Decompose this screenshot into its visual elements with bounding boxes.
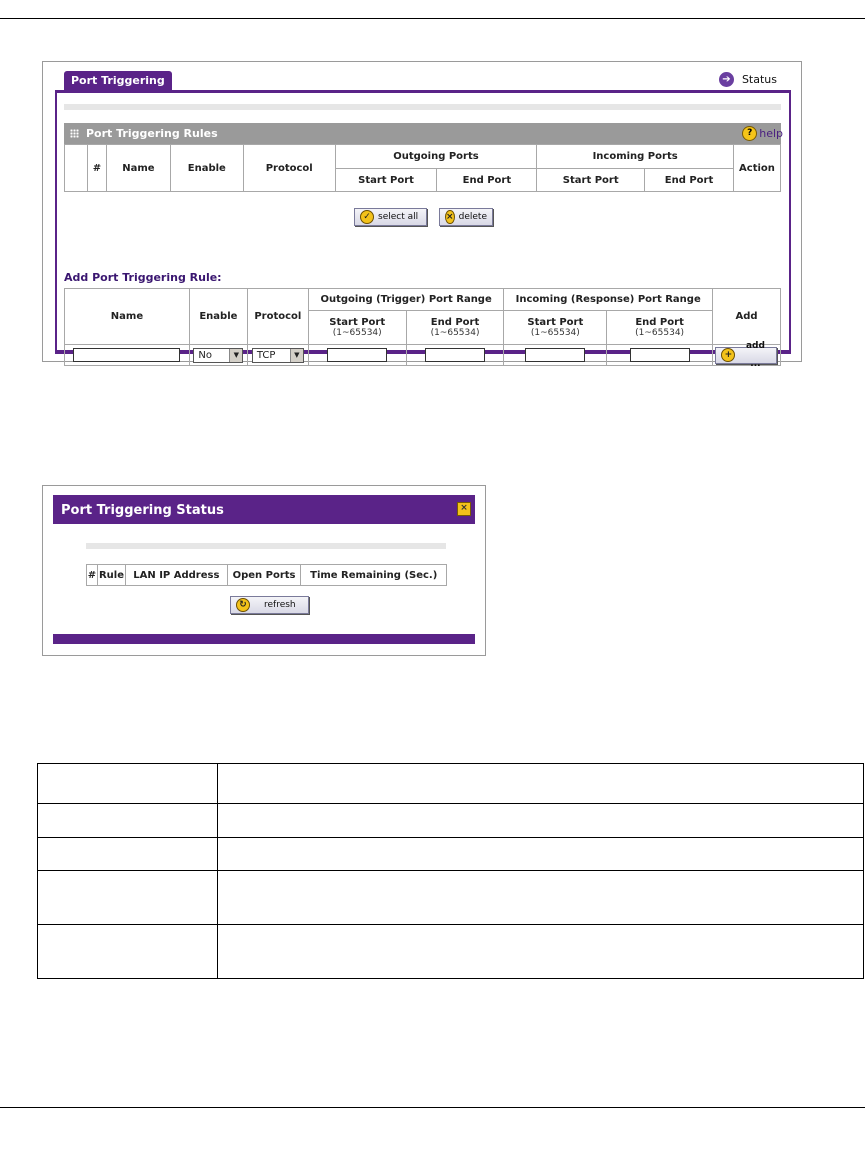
rules-col-outgoing: Outgoing Ports <box>335 145 537 169</box>
doc-header-right <box>218 764 864 804</box>
grip-icon <box>70 129 79 138</box>
doc-cell <box>38 871 218 925</box>
in-end-cell <box>607 345 713 366</box>
port-triggering-frame <box>55 90 791 369</box>
check-circle-icon: ✓ <box>360 210 374 224</box>
port-triggering-status-screenshot <box>42 485 486 656</box>
enable-select[interactable] <box>193 348 243 363</box>
rules-in-end: End Port <box>645 169 734 192</box>
outgoing-start-port-input[interactable] <box>327 348 387 362</box>
status-col-num: # <box>87 565 98 586</box>
status-link-label: Status <box>741 73 777 86</box>
outgoing-end-port-input[interactable] <box>425 348 485 362</box>
status-window-title-text: Port Triggering Status <box>61 503 224 518</box>
field-description-table <box>37 763 864 979</box>
help-label: help <box>759 127 783 140</box>
add-in-start-label: Start Port <box>527 317 584 328</box>
add-col-outgoing: Outgoing (Trigger) Port Range <box>308 289 504 311</box>
status-window-footer-bar <box>53 634 475 644</box>
doc-header-left <box>38 764 218 804</box>
add-col-enable: Enable <box>189 289 247 345</box>
status-message-bar <box>86 543 446 549</box>
status-col-lan-ip: LAN IP Address <box>125 565 227 586</box>
status-col-rule: Rule <box>97 565 125 586</box>
chevron-down-icon: ▼ <box>229 349 242 362</box>
rules-section-title: Port Triggering Rules <box>86 127 218 140</box>
add-out-end-header <box>406 311 504 345</box>
name-cell <box>65 345 190 366</box>
in-start-cell <box>504 345 607 366</box>
port-triggering-screenshot <box>42 61 802 369</box>
add-in-end-label: End Port <box>635 317 684 328</box>
add-out-end-label: End Port <box>430 317 480 328</box>
doc-cell <box>38 804 218 838</box>
rules-col-protocol: Protocol <box>243 145 335 192</box>
tab-port-triggering[interactable]: Port Triggering <box>64 71 172 91</box>
add-in-end-range: (1~65534) <box>635 328 685 338</box>
add-rule-title: Add Port Triggering Rule: <box>64 271 222 284</box>
select-all-button[interactable] <box>354 208 427 226</box>
add-col-add: Add <box>712 289 780 345</box>
doc-cell <box>218 804 864 838</box>
rules-col-num: # <box>87 145 106 192</box>
enable-select-value: No <box>198 349 212 361</box>
add-out-start-header <box>308 311 406 345</box>
help-question-icon: ? <box>742 126 757 141</box>
add-out-start-range: (1~65534) <box>332 328 382 338</box>
doc-cell <box>38 838 218 871</box>
doc-cell <box>38 925 218 979</box>
rules-col-name: Name <box>106 145 170 192</box>
status-col-time-remaining: Time Remaining (Sec.) <box>301 565 447 586</box>
add-button-label: add ... <box>745 341 765 369</box>
rules-select-col <box>65 145 88 192</box>
x-circle-icon: × <box>446 212 454 222</box>
add-out-end-range: (1~65534) <box>430 328 480 338</box>
add-button[interactable] <box>715 341 777 369</box>
rules-col-enable: Enable <box>170 145 243 192</box>
incoming-start-port-input[interactable] <box>525 348 585 362</box>
out-start-cell <box>308 345 406 366</box>
delete-label: delete <box>458 212 487 222</box>
add-cell <box>712 341 780 369</box>
status-window-title <box>53 495 475 524</box>
out-end-cell <box>406 345 504 366</box>
status-col-open-ports: Open Ports <box>227 565 301 586</box>
add-in-end-header <box>607 311 713 345</box>
enable-cell <box>189 345 247 366</box>
rules-col-action: Action <box>733 145 780 192</box>
name-input[interactable] <box>73 348 180 362</box>
close-icon[interactable]: × <box>457 502 471 516</box>
help-link[interactable] <box>742 123 783 144</box>
add-in-start-range: (1~65534) <box>530 328 580 338</box>
add-col-protocol: Protocol <box>247 289 308 345</box>
rules-out-start: Start Port <box>335 169 437 192</box>
plus-circle-icon: + <box>721 348 735 362</box>
add-out-start-label: Start Port <box>329 317 386 328</box>
refresh-icon: ↻ <box>236 598 250 612</box>
status-window <box>53 495 475 644</box>
add-rule-table <box>64 288 781 369</box>
doc-cell <box>218 925 864 979</box>
add-col-name: Name <box>65 289 190 345</box>
protocol-select-value: TCP <box>256 349 276 361</box>
rules-out-end: End Port <box>437 169 537 192</box>
chevron-down-icon: ▼ <box>290 349 303 362</box>
rules-in-start: Start Port <box>537 169 645 192</box>
protocol-cell <box>247 345 308 366</box>
arrow-right-circle-icon: ➔ <box>719 72 734 87</box>
refresh-button[interactable] <box>230 596 309 614</box>
status-link[interactable] <box>719 72 777 87</box>
doc-cell <box>218 838 864 871</box>
select-all-label: select all <box>378 212 419 222</box>
message-bar <box>64 104 781 110</box>
add-col-incoming: Incoming (Response) Port Range <box>504 289 713 311</box>
rules-table <box>64 144 781 192</box>
status-table <box>86 564 447 586</box>
page-top-rule <box>0 18 865 19</box>
refresh-label: refresh <box>264 600 296 610</box>
page-bottom-rule <box>0 1107 865 1108</box>
doc-cell <box>218 871 864 925</box>
rules-col-incoming: Incoming Ports <box>537 145 734 169</box>
delete-button[interactable] <box>439 208 493 226</box>
incoming-end-port-input[interactable] <box>630 348 690 362</box>
add-in-start-header <box>504 311 607 345</box>
protocol-select[interactable] <box>252 348 304 363</box>
rules-section-header <box>64 123 781 144</box>
